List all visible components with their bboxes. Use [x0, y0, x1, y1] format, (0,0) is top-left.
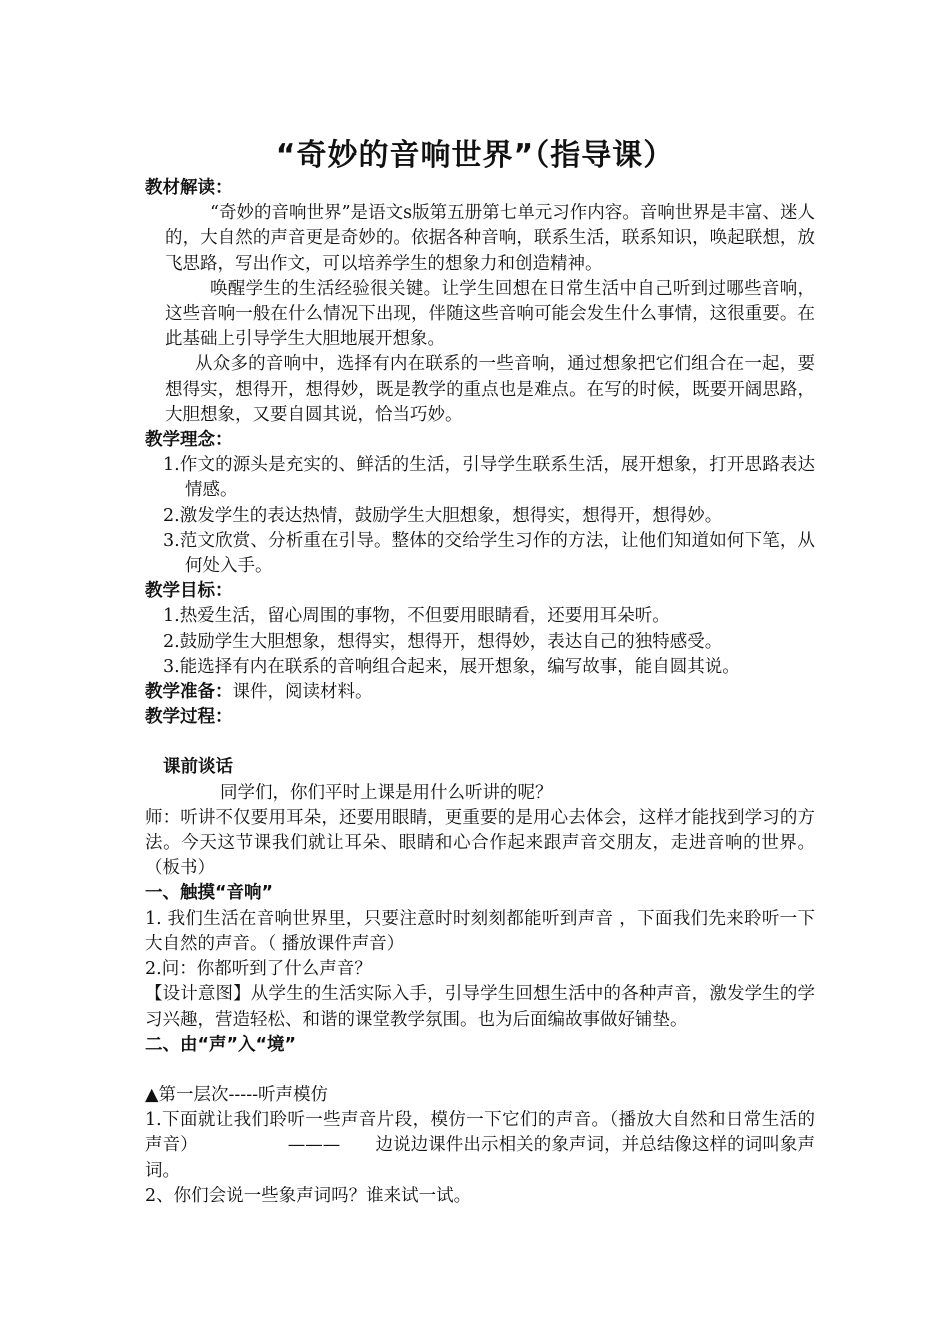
section-heading-goals: 教学目标：: [145, 581, 233, 602]
spacer: [145, 730, 815, 755]
subheading-pre-class-talk: 课前谈话: [163, 757, 233, 778]
list-item: 2.激发学生的表达热情，鼓励学生大胆想象，想得实，想得开，想得妙。: [163, 505, 723, 526]
paragraph: 1. 我们生活在音响世界里，只要注意时时刻刻都能听到声音 ，下面我们先来聆听一下大自然的声音。（ 播放课件声音）: [145, 908, 815, 954]
paragraph-text: 1.下面就让我们聆听一些声音片段，模仿一下它们的声音。（播放大自然和日常生活的声音）: [145, 1110, 815, 1156]
design-intent-paragraph: 【设计意图】从学生的生活实际入手，引导学生回想生活中的各种声音，激发学生的学习兴趣，营造轻松、和谐的课堂教学氛围。也为后面编故事做好铺垫。: [145, 984, 815, 1030]
paragraph-text: ——— 边说边课件出示相关的象声词，并总结像这样的词叫象声词。: [145, 1135, 815, 1181]
page-title: “奇妙的音响世界”（指导课）: [275, 138, 675, 173]
section-heading-process: 教学过程：: [145, 707, 233, 728]
paragraph: 2、你们会说一些象声词吗？谁来试一试。: [145, 1185, 472, 1206]
list-item: 2.鼓励学生大胆想象，想得实，想得开，想得妙，表达自己的独特感受。: [163, 631, 723, 652]
paragraph: 从众多的音响中，选择有内在联系的一些音响，通过想象把它们组合在一起，要想得实，想得开，想得妙，既是教学的重点也是难点。在写的时候，既要开阔思路，大胆想象，又要自圆其说，恰当巧妙。: [165, 354, 815, 425]
preparation-text: 课件，阅读材料。: [232, 682, 373, 703]
paragraph: [145, 1108, 815, 1184]
teacher-paragraph: 师：听讲不仅要用耳朵，还要用眼睛，更重要的是用心去体会，这样才能找到学习的方法。今天这节课我们就让耳朵、眼睛和心合作起来跟声音交朋友，走进音响的世界。（板书）: [145, 807, 815, 879]
document-body: [145, 176, 815, 1209]
list-item: 1.作文的源头是充实的、鲜活的生活，引导学生联系生活，展开想象，打开思路表达情感。: [163, 455, 815, 501]
section-heading-preparation: 教学准备：: [145, 682, 233, 703]
list-item: 1.热爱生活，留心周围的事物，不但要用眼睛看，还要用耳朵听。: [163, 606, 670, 627]
level-heading: ▲第一层次-----听声模仿: [145, 1084, 329, 1105]
spacer: [145, 1058, 815, 1083]
section-heading-philosophy: 教学理念：: [145, 430, 233, 451]
paragraph: 2.问：你都听到了什么声音？: [145, 959, 372, 980]
section-heading-part-two: 二、由“声”入“境”: [145, 1034, 297, 1055]
list-item: 3.范文欣赏、分析重在引导。整体的交给学生习作的方法，让他们知道如何下笔，从何处入手。: [163, 530, 815, 577]
section-heading-part-one: 一、触摸“音响”: [145, 883, 274, 904]
paragraph: “奇妙的音响世界”是语文s版第五册第七单元习作内容。音响世界是丰富、迷人的，大自然的声音更是奇妙的。依据各种音响，联系生活，联系知识，唤起联想，放飞思路，写出作文，可以培养学生的想象力和创造精神。: [165, 203, 815, 274]
greeting-line: 同学们，你们平时上课是用什么听讲的呢？: [220, 782, 553, 803]
list-item: 3.能选择有内在联系的音响组合起来，展开想象，编写故事，能自圆其说。: [163, 656, 740, 677]
section-heading-textbook: 教材解读：: [145, 178, 233, 198]
preparation-line: [145, 680, 815, 705]
paragraph: 唤醒学生的生活经验很关键。让学生回想在日常生活中自己听到过哪些音响，这些音响一般在什么情况下出现，伴随这些音响可能会发生什么事情，这很重要。在此基础上引导学生大胆地展开想象。: [165, 278, 815, 350]
